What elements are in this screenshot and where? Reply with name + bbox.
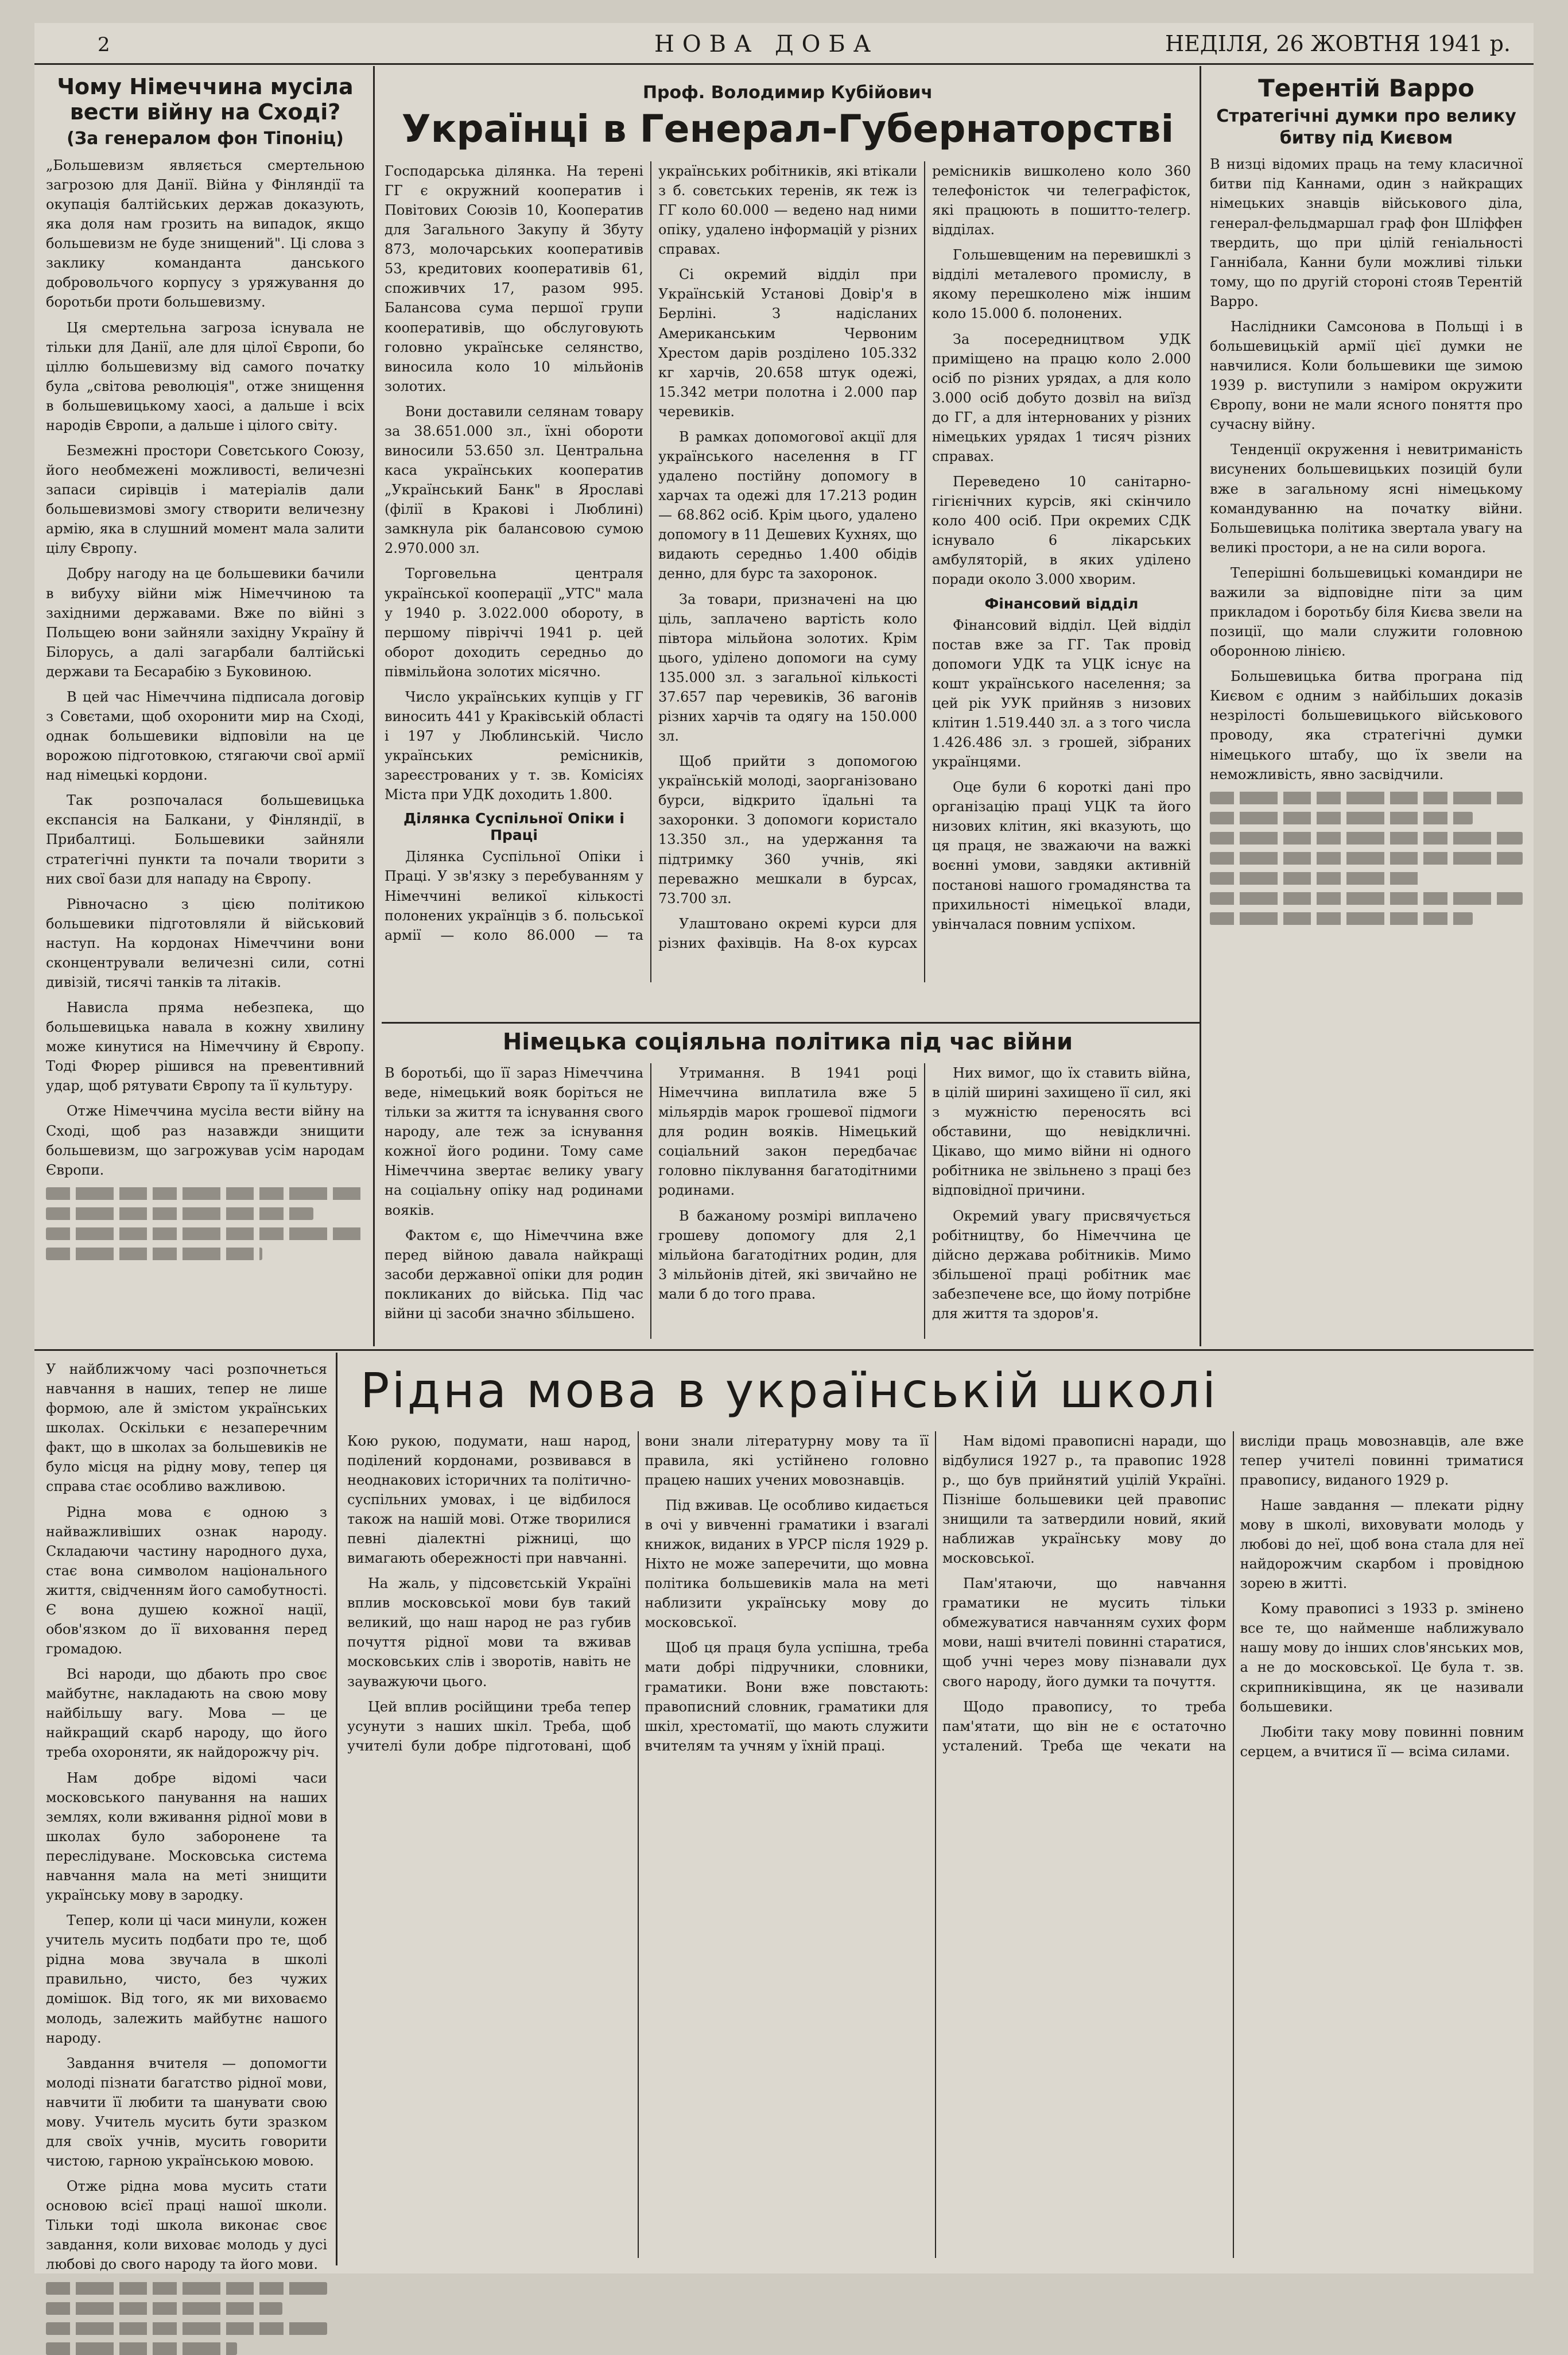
paragraph: Цей вплив російщини треба тепер усунути з наших шкіл. Треба, щоб учителі були добре підготовані, щоб вони знали літературну мову та її правила, які устійнено головно працею наших учених мовознавців. <box>347 1432 929 1754</box>
article-center-columns <box>385 161 1191 982</box>
paragraph: Пам'ятаючи, що навчання граматики не мусить тільки обмежуватися навчанням сухих форм мови, наші вчителі повинні старатися, щоб учні через мову пізнавали дух свого народу, його думки та почуття. <box>942 1575 1227 1690</box>
paragraph: Большевицька битва програна під Києвом є одним з найбільших доказів незрілості большевицького військового проводу, яка стратегічні думки німецького штабу, що їх звели на неможливість, явно засвідчили. <box>1210 668 1523 783</box>
paragraph: Гольшевщеним на перевишклі з відділі металевого промислу, в якому перешколено між іншим коло 15.000 б. полонених. <box>932 247 1191 322</box>
paragraph: В низці відомих праць на тему класичної битви під Каннами, один з найкращих німецьких знавців військового діла, генерал-фельдмаршал граф фон Шліффен твердить, що при цілій геніальності Ганнібала, Канни були можливі тільки тому, що по другій стороні стояв Терентій Варро. <box>1210 156 1523 309</box>
masthead <box>34 23 1534 65</box>
paragraph: Тепер, коли ці часи минули, кожен учитель мусить подбати про те, щоб рідна мова звучала в школі правильно, чисто, без чужих домішок. Від того, як ми виховаємо молодь, залежить майбутнє нашого народу. <box>46 1912 327 2046</box>
page-number: 2 <box>98 33 110 56</box>
illegible-text-line <box>1210 872 1423 885</box>
section-title: Фінансовий відділ <box>984 595 1139 612</box>
paragraph: Щоб прийти з допомогою українській молоді, заорганізовано бурси, відкрито їдальні та захоронки. З допомоги користало 13.350 зл., на удержання та підтримку 360 учнів, які переважно мешкали в бурсах, 73.700 зл. <box>658 753 917 907</box>
paragraph: У найближчому часі розпочнеться навчання в наших, тепер не лише формою, але й змістом українських школах. Оскільки є незаперечним факт, що в школах за большевиків не було місця на рідну мову, тепер ця справа стає особливо важливою. <box>46 1361 327 1495</box>
paragraph: Них вимог, що їх ставить війна, в цілій ширині захищено її сил, які з мужністю переносять всі обставини, що невідкличні. Цікаво, що мимо війни ні одного робітника не звільнено з праці без відповідної причини. <box>932 1065 1191 1199</box>
illegible-text-line <box>46 2282 327 2295</box>
paragraph: Торговельна централя української кооперації „УТС" мала у 1940 р. 3.022.000 обороту, в першому півріччі 1941 р. цей оборот доходить середньо до півмільйона золотих місячно. <box>385 565 643 680</box>
paragraph: Всі народи, що дбають про своє майбутнє, накладають на свою мову найбільшу вагу. Мова — це найкращий скарб народу, що його треба охороняти, як найдорожчу річ. <box>46 1666 327 1761</box>
paragraph: За товари, призначені на цю ціль, заплачено вартість коло півтора мільйона золотих. Крім цього, уділено допомоги на суму 135.000 зл. з загальної кількості 37.657 пар черевиків, 36 вагонів різних харчів та одягу на 150.000 зл. <box>658 591 917 745</box>
paragraph: Безмежні простори Совєтського Союзу, його необмежені можливості, величезні запаси сирівців і матеріалів дали большевизмові змогу створити величезну армію, яка в слушний момент мала залити цілу Європу. <box>46 442 364 557</box>
paragraph: Щодо правопису, то треба пам'ятати, що він не є остаточно усталений. Треба ще чекати на висліди праць мовознавців, але вже тепер учителі повинні триматися правопису, виданого 1929 р. <box>942 1432 1524 1754</box>
article-mid-columns <box>385 1063 1191 1339</box>
paragraph: Господарська ділянка. На терені ГГ є окружний кооператив і Повітових Союзів 10, Кооператив для Загального Закупу й Збуту 873, молочарських кооперативів 53, кредитових кооперативів 61, споживчих 17, разом 995. Балансова сума першої групи кооперативів, що обслуговують головно українське селянство, виносила коло 10 мільйонів золотих. <box>385 162 643 394</box>
column-rule <box>1200 66 1201 1346</box>
illegible-text-line <box>46 2342 237 2355</box>
section-rule <box>382 1022 1200 1024</box>
article-bottom-headline: Рідна мова в українській школі <box>360 1362 1218 1419</box>
newspaper-page <box>34 23 1534 2273</box>
paragraph: Добру нагоду на це большевики бачили в вибуху війни між Німеччиною та західними державами. Вже по війні з Польщею вони зайняли західну Україну й Білорусь, а далі загарбали балтійські держави та Бесарабію з Буковиною. <box>46 565 364 680</box>
paragraph: Вони доставили селянам товару за 38.651.000 зл., їхні обороти виносили 53.650 зл. Центральна каса українських кооператив „Український Банк" в Ярославі (філії в Кракові і Люблині) замкнула рік балансовою сумою 2.970.000 зл. <box>385 403 643 557</box>
article-right-subhead: Стратегічні думки про велику битву під Києвом <box>1216 106 1516 148</box>
paragraph: Отже рідна мова мусить стати основою всієї праці нашої школи. Тільки тоді школа виконає своє завдання, коли виховає молодь у дусі любові до свого народу та його мови. <box>46 2178 327 2273</box>
paragraph: Під вживав. Це особливо кидається в очі у вивченні граматики і взагалі книжок, виданих в УРСР після 1929 р. Ніхто не може заперечити, що мовна політика большевиків мала на меті наблизити українську мову до московської. <box>645 1497 929 1631</box>
paragraph: Рівночасно з цією політикою большевики підготовляли й військовий наступ. На кордонах Німеччини вони сконцентрували величезні сили, сотні дивізій, тисячі танків та літаків. <box>46 896 364 990</box>
paragraph: Фінансовий відділ. Цей відділ постав вже за ГГ. Так провід допомоги УДК та УЦК існує на кошт українського населення; за цей рік УУК прийняв з низових клітин 1.519.440 зл. а з того числа 1.426.486 зл. з грошей, зібраних українцями. <box>932 617 1191 770</box>
article-mid-headline: Німецька соціяльна політика під час війни <box>502 1029 1073 1055</box>
paragraph: Сі окремий відділ при Українській Установі Довір'я в Берліні. З надісланих Американським Червоним Хрестом дарів розділено 105.332 кг харчів, 20.658 штук одежі, 15.342 метри полотна і 2.000 пар черевиків. <box>658 266 917 420</box>
paragraph: Утримання. В 1941 році Німеччина виплатила вже 5 мільярдів марок грошевої підмоги для родин вояків. Німецький соціальний закон передбачає головно піклування багатодітними родинами. <box>658 1065 917 1199</box>
illegible-text-line <box>1210 852 1523 865</box>
paragraph: На жаль, у підсовєтській Україні вплив московської мови був такий великий, що наш народ не раз губив почуття рідної мови та вживав московських слів і зворотів, навіть не зауважуючи цього. <box>347 1575 631 1690</box>
paragraph: В цей час Німеччина підписала договір з Совєтами, щоб охоронити мир на Сході, однак большевики відповіли на це ворожою підготовкою, стягаючи свої армії над німецькі кордони. <box>46 688 364 784</box>
paragraph: Отже Німеччина мусіла вести війну на Сході, щоб раз назавжди знищити большевизм, що загрожував усім народам Європи. <box>46 1103 364 1178</box>
paragraph: За посередництвом УДК приміщено на працю коло 2.000 осіб по різних урядах, а для коло 3.000 осіб добуто дозвіл на виїзд до ГГ, а для інтернованих у різних німецьких урядах 1 тисяч різних справах. <box>932 331 1191 464</box>
paragraph: Переведено 10 санітарно-гігієнічних курсів, які скінчило коло 400 осіб. При окремих СДК існувало 6 лікарських амбуляторій, в яких уділено поради около 3.000 хворим. <box>932 474 1191 588</box>
paragraph: Щоб ця праця була успішна, треба мати добрі підручники, словники, граматики. Вони вже повстають: правописний словник, граматики для шкіл, хрестоматії, що мають служити вчителям та учням у їхній праці. <box>645 1640 929 1754</box>
paragraph: Рідна мова є одною з найважливіших ознак народу. Складаючи частину народного духа, стає вона символом національного життя, свідченням його самобутності. Є вона душею кожної нації, обов'язком до її виховання перед громадою. <box>46 1504 327 1657</box>
article-center-headline: Українці в Генерал-Губернаторстві <box>401 107 1174 151</box>
illegible-text-line <box>46 1207 313 1220</box>
illegible-text-line <box>46 1248 262 1260</box>
fold-rule <box>34 1349 1534 1351</box>
article-bottom-columns <box>347 1431 1524 2258</box>
paragraph: Наслідники Самсонова в Польщі і в большевицькій армії цієї думки не навчилися. Коли большевики ще зимою 1939 р. виступили з наміром окружити Європу, вони не мали ясного поняття про сучасну війну. <box>1210 318 1523 433</box>
illegible-text-line <box>46 1187 364 1200</box>
paragraph: В бажаному розмірі виплачено грошеву допомогу для 2,1 мільйона багатодітних родин, для 3 мільйонів дітей, які звичайно не мали б до того права. <box>658 1207 917 1302</box>
paragraph: Улаштовано окремі курси для різних фахівців. На 8-ох курсах ремісників вишколено коло 360 телефоністок чи телеграфісток, які працюють в пошитто-телегр. відділах. <box>658 162 1191 951</box>
paragraph: Ця смертельна загроза існувала не тільки для Данії, але для цілої Європи, бо ціллю большевизму від самого початку була „світова революція", отже знищення в большевицькому хаосі, а дальше і всіх народів Європи, а дальше і цілого світу. <box>46 319 364 433</box>
paragraph: Фактом є, що Німеччина вже перед війною давала найкращі засоби державної опіки для родин покликаних до війська. Під час війни ці засоби значно збільшено. <box>385 1227 643 1322</box>
paragraph: Так розпочалася большевицька експансія на Балкани, у Фінляндії, в Прибалтиці. Большевики зайняли стратегічні пункти та почали творити з них свої бази для нападу на Європу. <box>46 792 364 887</box>
article-left-headline: Чому Німеччина мусіла вести війну на Сході? <box>57 74 354 125</box>
illegible-text-line <box>46 2302 282 2315</box>
illegible-text-line <box>1210 892 1523 905</box>
illegible-text-line <box>1210 792 1523 804</box>
paragraph: Окремий увагу присвячується робітництву, бо Німеччина це дійсно держава робітників. Мимо збільшеної праці робітник має забезпечене все, що йому потрібне для життя та здоров'я. <box>932 1207 1191 1322</box>
paragraph: В рамках допомогової акції для українського населення в ГГ удалено постійну допомогу в харчах та одежі для 17.213 родин — 68.862 осіб. Крім цього, удалено допомогу в 11 Дешевих Кухнях, що видають середньо 1.400 обідів денно, для бурс та захоронок. <box>658 428 917 582</box>
paragraph: Нам добре відомі часи московського панування на наших землях, коли вживання рідної мови в школах було заборонене та переслідуване. Московська система навчання мала на меті знищити українську мову в зародку. <box>46 1769 327 1904</box>
paragraph: Нам відомі правописні наради, що відбулися 1927 р., та правопис 1928 р., що був прийнятий уцілій Україні. Пізніше большевики цей правопис знищили та затвердили новий, який наближав українську мову до московської. <box>942 1432 1227 1567</box>
column-rule <box>336 1353 337 2265</box>
paragraph: Оце були 6 короткі дані про організацію праці УЦК та його низових клітин, які вказують, що ця праця, не зважаючи на важкі воєнні умови, завдяки активній постанові нашого громадянства та прихильності німецької влади, увінчалася повним успіхом. <box>932 779 1191 932</box>
paper-title: НОВА ДОБА <box>654 31 879 57</box>
article-left-subhead: (За генералом фон Тіпоніц) <box>67 129 344 149</box>
article-center <box>385 75 1191 1016</box>
article-bottom <box>347 1359 1524 2264</box>
illegible-text-line <box>1210 812 1473 824</box>
paragraph: В боротьбі, що її зараз Німеччина веде, німецький вояк боріться не тільки за життя та існування свого народу, але теж за існування кожної його родини. Тому саме Німеччина звертає велику увагу на соціальну опіку над родинами вояків. <box>385 1065 643 1218</box>
paragraph: „Большевизм являється смертельною загрозою для Данії. Війна у Фінляндії та окупація балтійських держав доказують, яка доля нам грозить на випадок, якщо большевизм не буде знищений". Ці слова з заклику команданта данського добровольчого корпусу з уряжування до боротьби проти большевизму. <box>46 157 364 311</box>
paragraph: Кою рукою, подумати, наш народ, поділений кордонами, розвивався в неоднакових історичних та політично-суспільних умовах, і це відбилося також на нашій мові. Отже творилися певні діалектні ріжниці, що вимагають обережності при навчанні. <box>347 1432 631 1567</box>
column-rule <box>373 66 375 1346</box>
paragraph: Кому правописі з 1933 р. змінено все те, що найменше наближувало нашу мову до інших слов'янських мов, а не до московської. Це була т. зв. скрипниківщина, як це називали большевики. <box>1240 1601 1524 1715</box>
issue-date: НЕДІЛЯ, 26 ЖОВТНЯ 1941 р. <box>1165 31 1511 56</box>
paragraph: Любіти таку мову повинні повним серцем, а вчитися її — всіма силами. <box>1240 1723 1524 1760</box>
paragraph: Тенденції окруження і невитриманість висунених большевицьких позицій були вже в загальному ясні німецькому командуванню на початку війни. Большевицька політика звертала увагу на великі простори, а не на сили ворога. <box>1210 441 1523 556</box>
paragraph: Наше завдання — плекати рідну мову в школі, виховувати молодь у любові до неї, щоб вона стала для неї найдорожчим скарбом і провідною зорею в житті. <box>1240 1497 1524 1592</box>
illegible-text-line <box>1210 832 1523 845</box>
article-right <box>1210 75 1523 1343</box>
paragraph: Завдання вчителя — допомогти молоді пізнати багатство рідної мови, навчити її любити та шанувати свою мову. Учитель мусить бути зразком для своїх учнів, мусить говорити чистою, гарною українською мовою. <box>46 2055 327 2170</box>
article-center-byline: Проф. Володимир Кубійович <box>642 83 933 103</box>
illegible-text-line <box>1210 912 1473 925</box>
article-right-headline: Терентій Варро <box>1258 74 1474 102</box>
illegible-text-line <box>46 2322 327 2335</box>
article-left <box>46 75 364 1343</box>
section-title: Ділянка Суспільної Опіки і Праці <box>403 810 624 844</box>
paragraph: Число українських купців у ГГ виносить 441 у Краківській області і 197 у Люблинській. Число українських ремісників, зареєстрованих у т. зв. Комісіях Міста при УДК доходить 1.800. <box>385 688 643 803</box>
paragraph: Нависла пряма небезпека, що большевицька навала в кожну хвилину може кинутися на Німеччину й Європу. Тоді Фюрер рішився на превентивний удар, щоб рятувати Європу та її культуру. <box>46 1000 364 1094</box>
article-mid <box>385 1029 1191 1345</box>
paragraph: Ділянка Суспільної Опіки і Праці. У зв'язку з перебуванням у Німеччині великої кількості полонених українців з б. польської армії — коло 86.000 — та українських робітників, які втікали з б. совєтських теренів, як теж із ГГ коло 60.000 — ведено над ними опіку, удалено інформацій у різних справах. <box>385 162 917 943</box>
article-bottom-left <box>46 1359 327 2273</box>
illegible-text-line <box>46 1227 364 1240</box>
paragraph: Теперішні большевицькі командири не важили за відповідне піти за цим прикладом і боротьбу біля Києва звели на позиції, що мали служити головною оборонною лінією. <box>1210 564 1523 660</box>
